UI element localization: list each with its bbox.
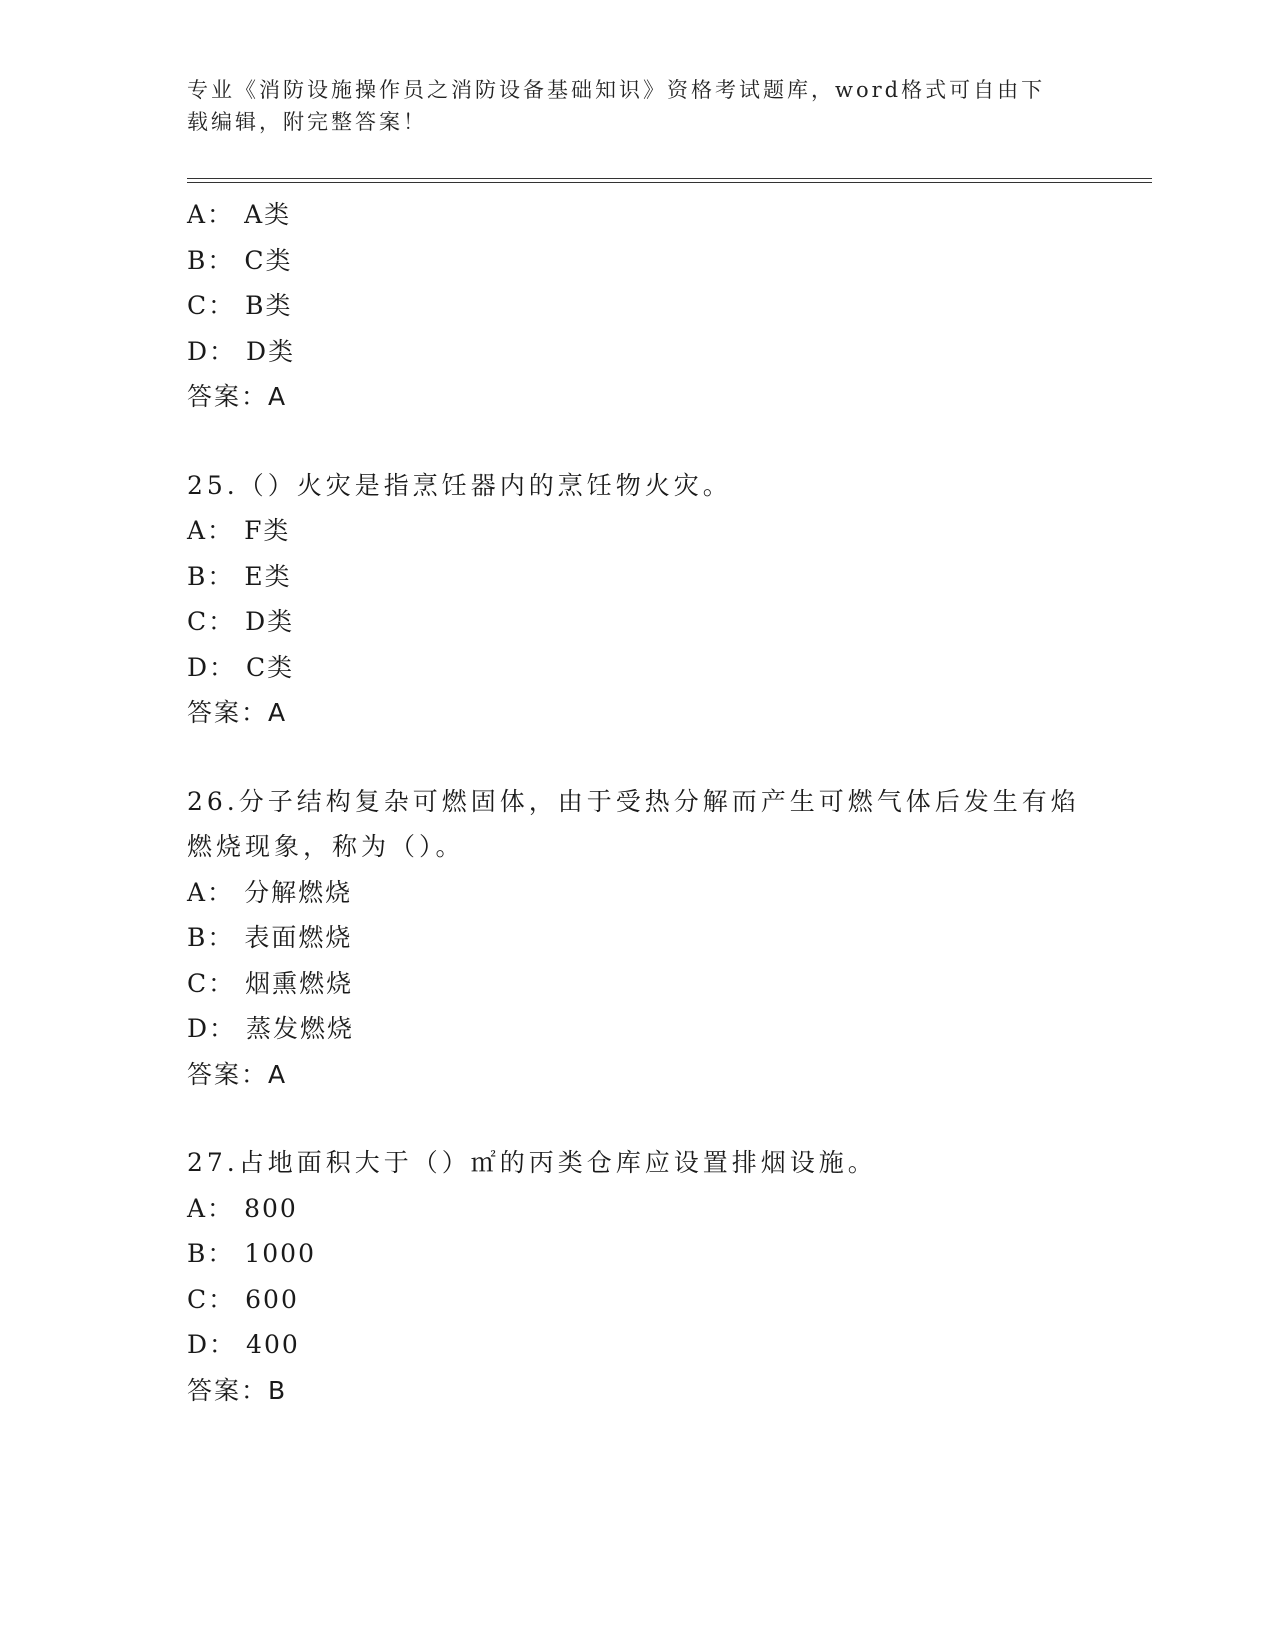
header-divider-bottom: [187, 182, 1152, 183]
option-b: [187, 915, 1087, 961]
question-stem-line-2: 燃烧现象，称为（）。: [187, 832, 465, 861]
option-a: [187, 192, 1087, 238]
document-header: [187, 74, 1067, 138]
option-label: C：: [187, 291, 236, 320]
option-text: 800: [244, 1193, 298, 1223]
option-d: [187, 1322, 1087, 1368]
option-text: E类: [244, 561, 292, 591]
question-24-options: [187, 192, 1087, 420]
option-c: [187, 961, 1087, 1007]
question-25: [187, 463, 1087, 736]
option-label: A：: [187, 1193, 235, 1223]
option-text: C类: [244, 245, 293, 275]
option-label: A：: [187, 877, 235, 907]
option-label: D：: [187, 1330, 237, 1359]
option-d: [187, 1006, 1087, 1052]
option-text: 蒸发燃烧: [246, 1014, 355, 1043]
option-text: A类: [244, 200, 292, 229]
question-27: [187, 1140, 1087, 1413]
option-text: 400: [246, 1330, 300, 1359]
option-text: D类: [245, 607, 295, 636]
option-text: F类: [244, 516, 291, 545]
answer-line: 答案：B: [187, 1375, 288, 1405]
question-stem: [187, 779, 1087, 870]
option-text: 烟熏燃烧: [245, 968, 354, 998]
option-text: 表面燃烧: [244, 923, 353, 952]
header-line-1: 专业《消防设施操作员之消防设备基础知识》资格考试题库，word格式可自由下: [187, 78, 1046, 102]
option-label: C：: [187, 1284, 236, 1314]
question-stem: 27.占地面积大于（）㎡的丙类仓库应设置排烟设施。: [187, 1148, 877, 1177]
option-a: [187, 870, 1087, 916]
question-stem-line-1: 26.分子结构复杂可燃固体，由于受热分解而产生可燃气体后发生有焰: [187, 786, 1080, 816]
answer-line: 答案：A: [187, 1059, 288, 1089]
option-label: C：: [187, 607, 236, 636]
option-c: [187, 599, 1087, 645]
option-text: D类: [246, 336, 296, 366]
option-c: [187, 1277, 1087, 1323]
option-label: B：: [187, 1239, 235, 1268]
option-b: [187, 554, 1087, 600]
header-line-2: 载编辑，附完整答案！: [187, 110, 427, 134]
option-label: A：: [187, 200, 235, 229]
option-text: 1000: [244, 1239, 316, 1268]
option-label: B：: [187, 923, 235, 952]
option-a: [187, 1186, 1087, 1232]
option-text: C类: [246, 652, 295, 682]
question-stem: 25.（）火灾是指烹饪器内的烹饪物火灾。: [187, 470, 732, 500]
option-label: C：: [187, 968, 236, 998]
option-label: A：: [187, 516, 235, 545]
option-b: [187, 238, 1087, 284]
option-label: B：: [187, 561, 235, 591]
option-d: [187, 645, 1087, 691]
option-c: [187, 283, 1087, 329]
option-text: B类: [245, 291, 293, 320]
option-d: [187, 329, 1087, 375]
question-list: [187, 192, 1087, 1413]
header-divider-top: [187, 178, 1152, 179]
answer-line: 答案：A: [187, 382, 288, 411]
option-label: D：: [187, 652, 237, 682]
option-a: [187, 508, 1087, 554]
option-label: B：: [187, 245, 235, 275]
question-26: [187, 779, 1087, 1098]
option-b: [187, 1231, 1087, 1277]
option-text: 分解燃烧: [244, 877, 353, 907]
option-label: D：: [187, 336, 237, 366]
option-text: 600: [245, 1284, 299, 1314]
option-label: D：: [187, 1014, 237, 1043]
answer-line: 答案：A: [187, 698, 288, 727]
